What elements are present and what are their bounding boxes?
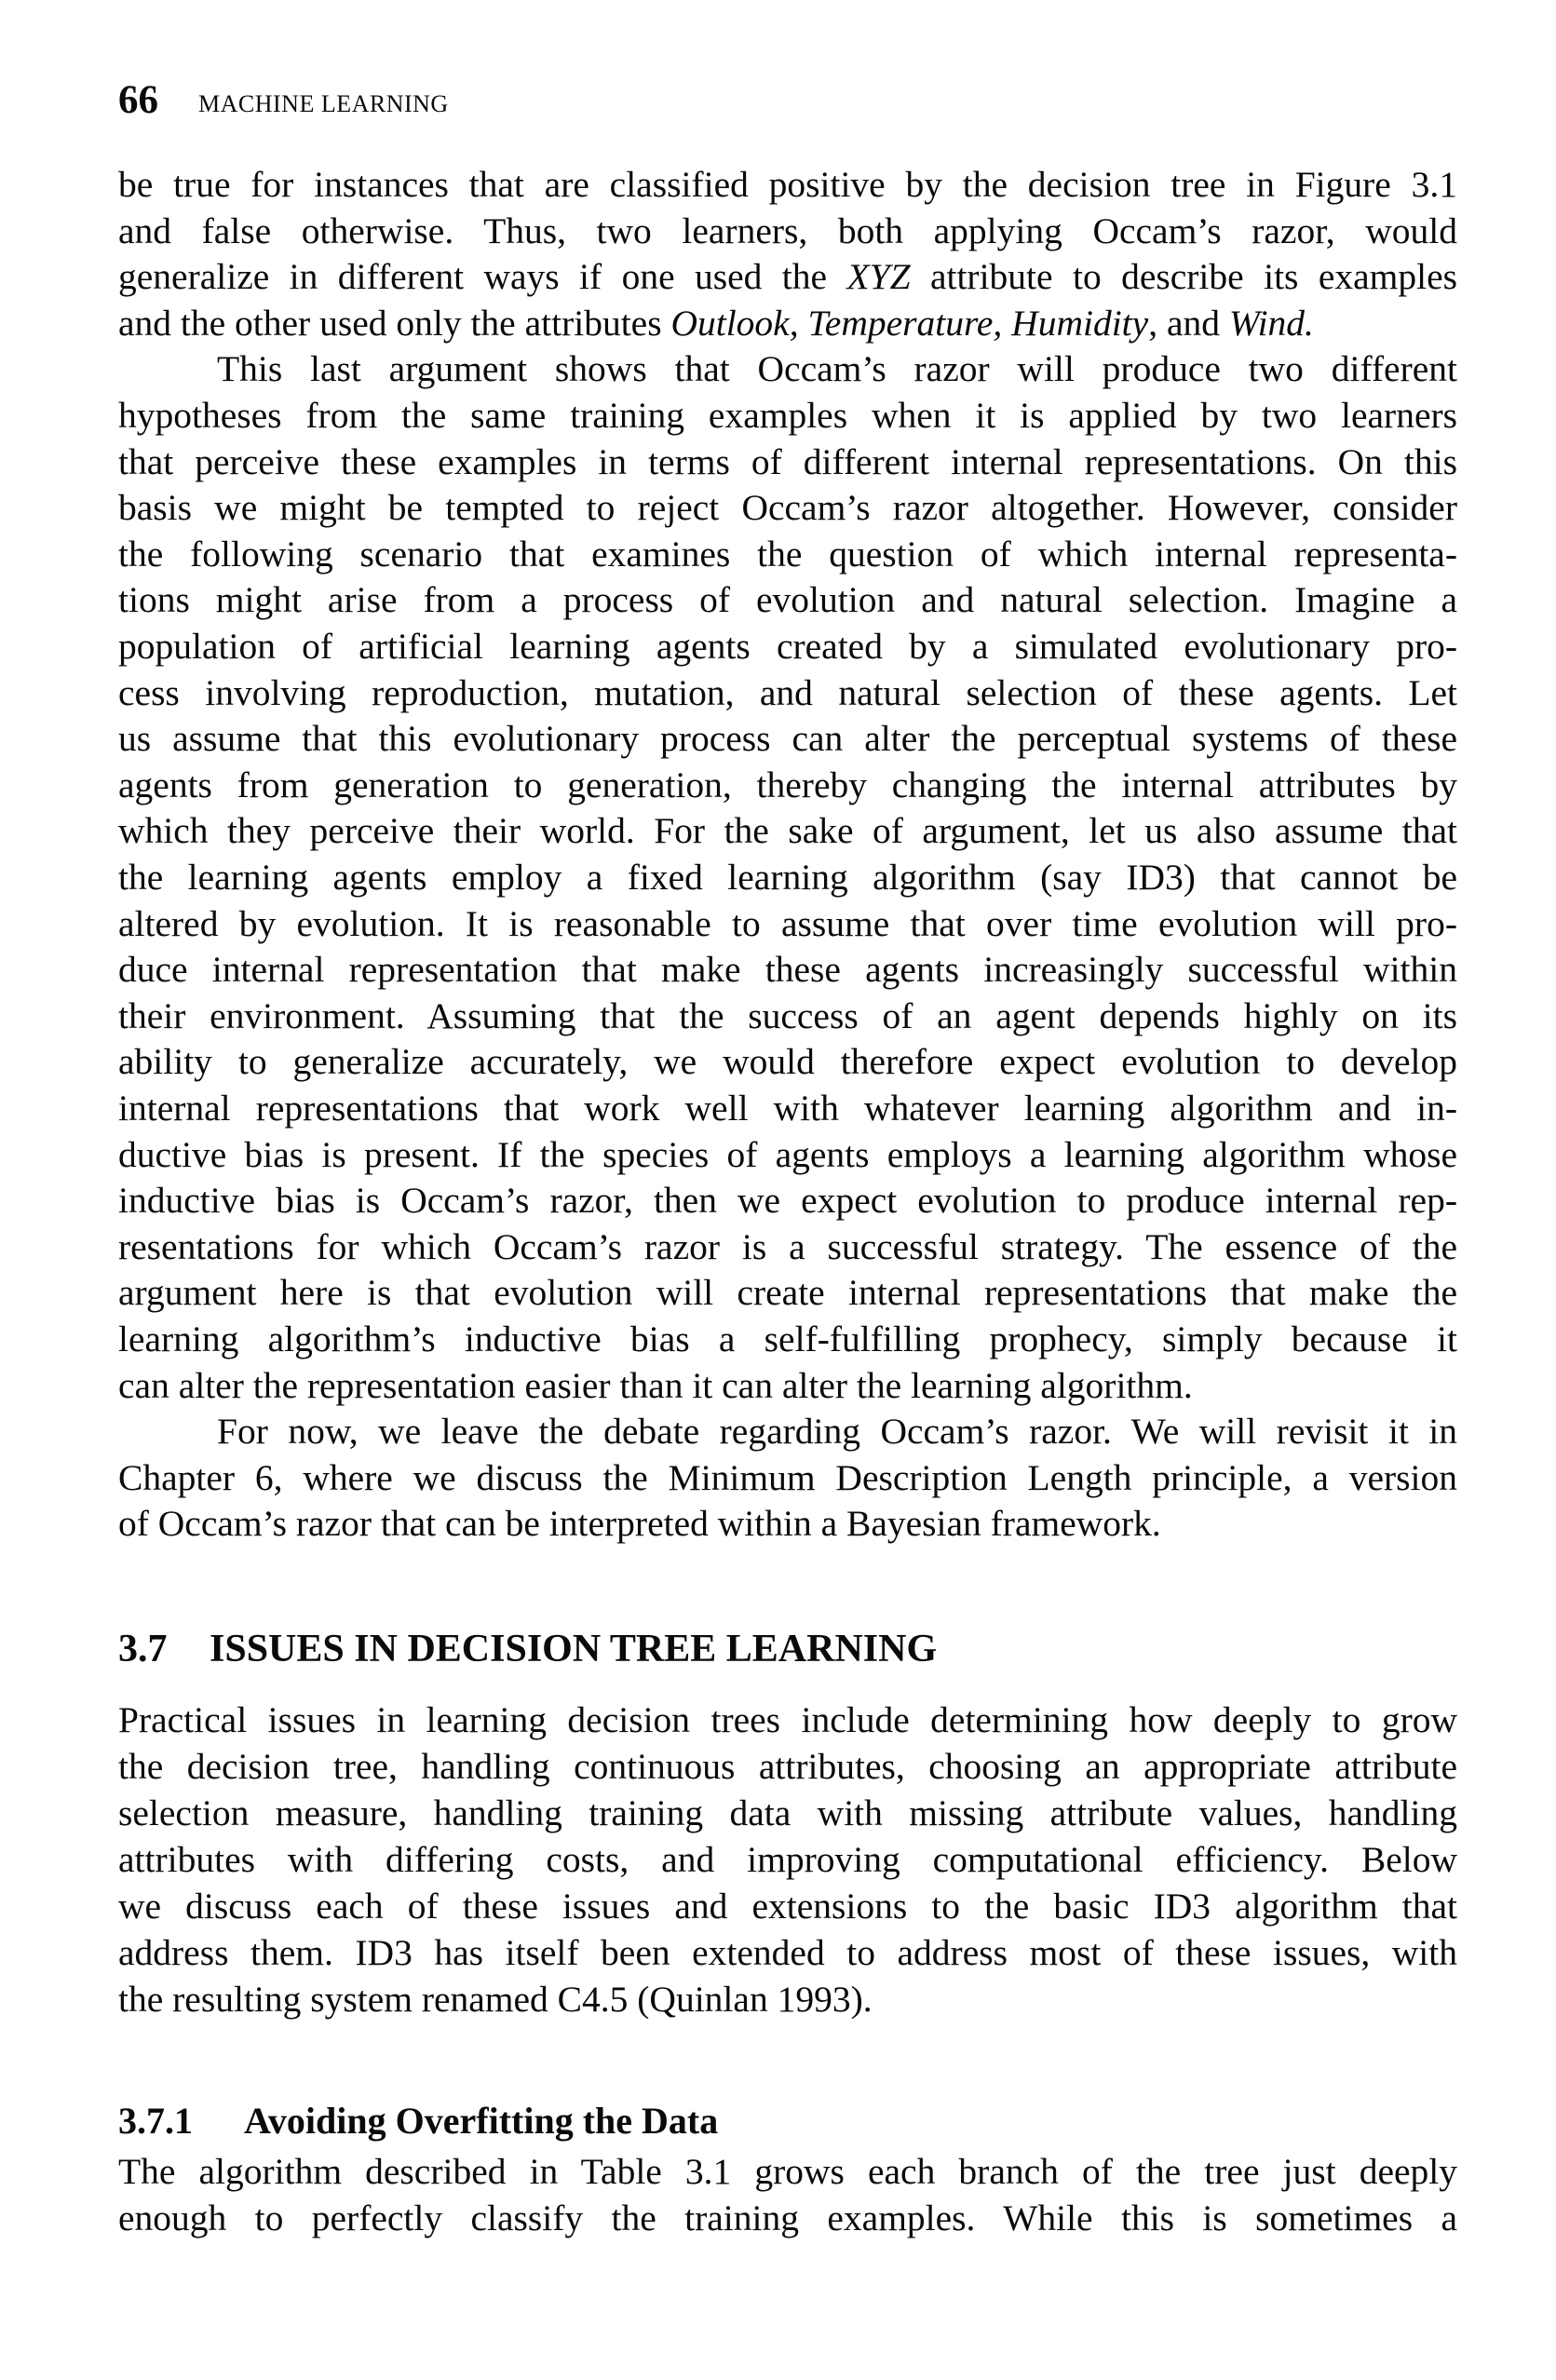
- text-line: attributes with differing costs, and improving computational efficiency. Below: [118, 1839, 1457, 1880]
- text-line: basis we might be tempted to reject Occam’s razor altogether. However, consider: [118, 487, 1457, 529]
- text-line: agents from generation to generation, thereby changing the internal attributes by: [118, 764, 1457, 805]
- text-line: cess involving reproduction, mutation, and natural selection of these agents. Let: [118, 671, 1457, 713]
- text-line: learning algorithm’s inductive bias a self-fulfilling prophecy, simply because it: [118, 1318, 1457, 1359]
- text-line: that perceive these examples in terms of different internal representations. On this: [118, 440, 1457, 482]
- text-line: and the other used only the attributes Outlook, Temperature, Humidity, and Wind.: [118, 302, 1314, 344]
- text-line: hypotheses from the same training examples when it is applied by two learners: [118, 395, 1457, 436]
- page-number: 66: [118, 78, 158, 122]
- subsection-title: Avoiding Overfitting the Data: [244, 2100, 719, 2142]
- text-line: Practical issues in learning decision trees include determining how deeply to grow: [118, 1699, 1457, 1740]
- text-line: inductive bias is Occam’s razor, then we expect evolution to produce internal rep-: [118, 1180, 1457, 1222]
- text-line: population of artificial learning agents created by a simulated evolutionary pro-: [118, 626, 1457, 667]
- text-line: ductive bias is present. If the species of agents employs a learning algorithm whose: [118, 1133, 1457, 1175]
- section-title: ISSUES IN DECISION TREE LEARNING: [210, 1628, 938, 1670]
- italic-term: XYZ: [846, 256, 911, 298]
- italic-term: Outlook, Temperature, Humidity: [670, 302, 1149, 344]
- text-line: Chapter 6, where we discuss the Minimum Description Length principle, a version: [118, 1456, 1457, 1498]
- text-line: of Occam’s razor that can be interpreted within a Bayesian framework.: [118, 1503, 1161, 1545]
- text-line: and false otherwise. Thus, two learners, both applying Occam’s razor, would: [118, 210, 1457, 251]
- text-line: tions might arise from a process of evolution and natural selection. Imagine a: [118, 579, 1457, 621]
- text-line: duce internal representation that make these agents increasingly successful within: [118, 949, 1457, 991]
- text-line: the learning agents employ a fixed learning algorithm (say ID3) that cannot be: [118, 857, 1457, 898]
- text-line: their environment. Assuming that the success of an agent depends highly on its: [118, 994, 1457, 1036]
- text-line: the resulting system renamed C4.5 (Quinlan 1993).: [118, 1979, 873, 2020]
- text-line: us assume that this evolutionary process can alter the perceptual systems of these: [118, 718, 1457, 760]
- subsection-number: 3.7.1: [118, 2100, 193, 2142]
- text-line: we discuss each of these issues and extensions to the basic ID3 algorithm that: [118, 1886, 1457, 1927]
- text-line: the following scenario that examines the question of which internal representa-: [118, 533, 1457, 575]
- text-line: resentations for which Occam’s razor is a successful strategy. The essence of the: [118, 1225, 1457, 1267]
- section-number: 3.7: [118, 1628, 168, 1670]
- text-line: address them. ID3 has itself been extended to address most of these issues, with: [118, 1932, 1457, 1973]
- text-line: which they perceive their world. For the sake of argument, let us also assume that: [118, 810, 1457, 852]
- text-line: selection measure, handling training data with missing attribute values, handling: [118, 1792, 1457, 1833]
- text-line: enough to perfectly classify the training examples. While this is sometimes a: [118, 2197, 1457, 2238]
- running-title: MACHINE LEARNING: [198, 90, 449, 117]
- text-line: the decision tree, handling continuous attributes, choosing an appropriate attribute: [118, 1746, 1457, 1787]
- text-line: argument here is that evolution will create internal representations that make the: [118, 1272, 1457, 1314]
- text-line: For now, we leave the debate regarding Occam’s razor. We will revisit it in: [217, 1411, 1457, 1453]
- text-line: This last argument shows that Occam’s razor will produce two different: [217, 348, 1457, 390]
- text-line: can alter the representation easier than it can alter the learning algorithm.: [118, 1364, 1193, 1406]
- text-line: ability to generalize accurately, we would therefore expect evolution to develop: [118, 1041, 1457, 1083]
- text-line: The algorithm described in Table 3.1 grows each branch of the tree just deeply: [118, 2151, 1457, 2192]
- text-line: generalize in different ways if one used the XYZ attribute to describe its examples: [118, 256, 1457, 298]
- text-line: internal representations that work well with whatever learning algorithm and in-: [118, 1088, 1457, 1129]
- italic-term: Wind.: [1228, 302, 1314, 344]
- text-line: altered by evolution. It is reasonable to assume that over time evolution will pro-: [118, 902, 1457, 944]
- text-line: be true for instances that are classified positive by the decision tree in Figure 3.1: [118, 164, 1457, 205]
